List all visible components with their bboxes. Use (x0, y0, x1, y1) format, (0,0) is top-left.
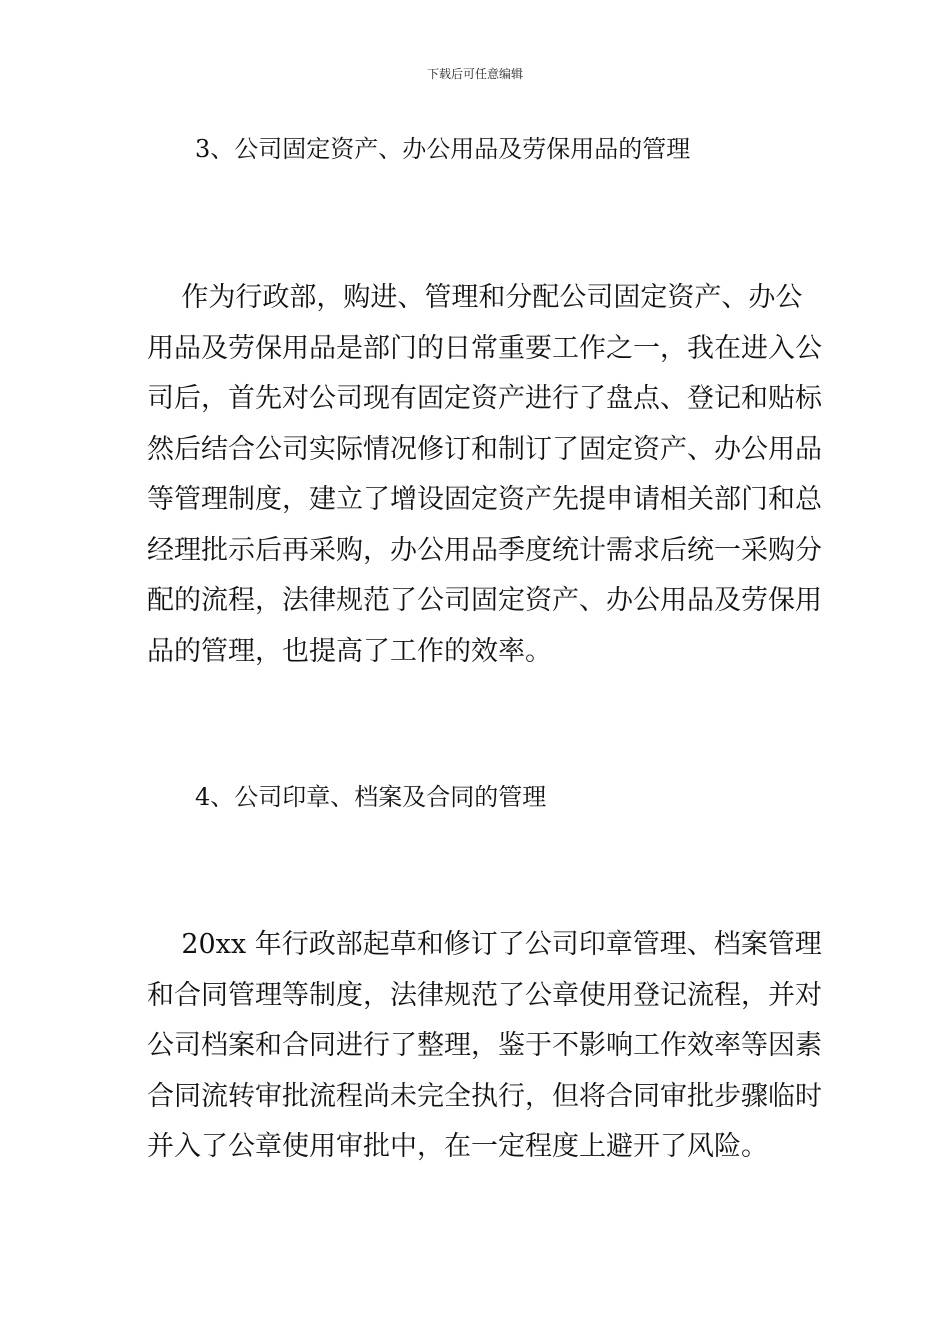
section-heading-fixed-assets: 3、公司固定资产、办公用品及劳保用品的管理 (195, 135, 691, 163)
paragraph-line: 作为行政部，购进、管理和分配公司固定资产、办公 (147, 282, 803, 313)
paragraph-line: 配的流程，法律规范了公司固定资产、办公用品及劳保用 (147, 585, 822, 616)
paragraph-line: 然后结合公司实际情况修订和制订了固定资产、办公用品 (147, 433, 822, 465)
paragraph-line: 和合同管理等制度，法律规范了公章使用登记流程，并对 (147, 979, 822, 1011)
paragraph-seals-archives (147, 920, 822, 1173)
paragraph-line: 等管理制度，建立了增设固定资产先提申请相关部门和总 (147, 484, 822, 515)
section-heading-seals-archives: 4、公司印章、档案及合同的管理 (195, 783, 547, 811)
paragraph-line: 20xx 年行政部起草和修订了公司印章管理、档案管理 (147, 929, 822, 960)
paragraph-line: 公司档案和合同进行了整理，鉴于不影响工作效率等因素 (147, 1030, 822, 1061)
paragraph-line: 司后，首先对公司现有固定资产进行了盘点、登记和贴标 (147, 383, 822, 414)
paragraph-fixed-assets (147, 273, 822, 677)
page-header: 下载后可任意编辑 (426, 67, 523, 81)
paragraph-line: 经理批示后再采购，办公用品季度统计需求后统一采购分 (147, 534, 822, 566)
paragraph-line: 合同流转审批流程尚未完全执行，但将合同审批步骤临时 (147, 1080, 822, 1112)
paragraph-line: 并入了公章使用审批中，在一定程度上避开了风险。 (147, 1131, 768, 1162)
paragraph-line: 品的管理，也提高了工作的效率。 (147, 635, 552, 667)
paragraph-line: 用品及劳保用品是部门的日常重要工作之一，我在进入公 (147, 332, 822, 364)
